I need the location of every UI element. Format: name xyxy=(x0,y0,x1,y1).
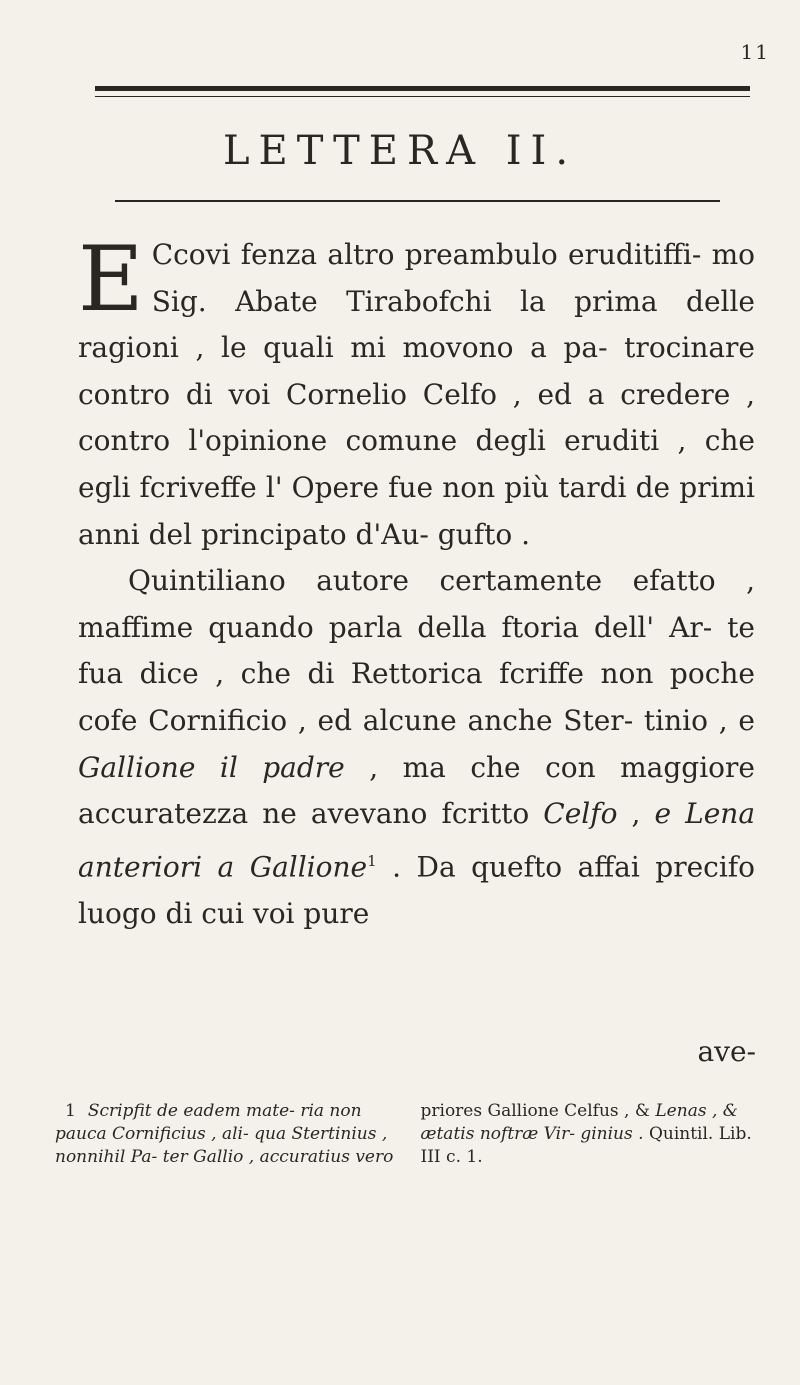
footnote-col-2 xyxy=(421,1100,761,1169)
title-rule xyxy=(115,200,720,202)
footnote-text-1: Scripfit de eadem mate- ria non pauca Cornificius , ali- qua Stertinius , nonnihil Pa- ter Gallio , accuratius vero xyxy=(55,1101,394,1167)
footnote-text-2b: Lenas , & ætatis noftræ Vir- ginius . xyxy=(420,1101,738,1144)
p2-italic-1: Gallione il padre xyxy=(78,750,345,784)
top-rule-thin xyxy=(95,96,750,97)
p2-text-4: . Da quefto affai precifo luogo di cui voi pure xyxy=(78,850,756,930)
footnote-ref: 1 xyxy=(367,851,377,870)
paragraph-1-text: Ccovi fenza altro preambulo eruditiffi- mo Sig. Abate Tirabofchi la prima delle ragioni , le quali mi movono a pa- trocinare contro di voi Cornelio Celfo , ed a credere , contro l'opinione comune degli eruditi , che egli fcriveffe l' Opere fue non più tardi de primi anni del principato d'Au- gufto . xyxy=(78,238,755,551)
paragraph-1 xyxy=(78,227,755,558)
paragraph-2 xyxy=(78,558,755,937)
footnote-text-2a: priores Gallione Celfus , & xyxy=(420,1101,650,1121)
footnote-marker: 1 xyxy=(65,1101,76,1121)
footnote xyxy=(55,1100,760,1169)
catchword: ave- xyxy=(697,1035,756,1068)
p2-italic-2: Celfo xyxy=(543,797,618,831)
letter-title: LETTERA II. xyxy=(222,128,578,174)
drop-cap: E xyxy=(78,227,144,332)
footnote-col-1 xyxy=(55,1100,395,1169)
footnote-citation: Quintil. Lib. III c. 1. xyxy=(420,1124,752,1167)
p2-italic-3: e Lena anteriori a Gallione xyxy=(78,797,756,884)
p2-text-1: Quintiliano autore certamente efatto , maffime quando parla della ftoria dell' Ar- te fua dice , che di Rettorica fcriffe non poche cofe Cornificio , ed alcune anche Ster- tinio , e xyxy=(78,564,755,737)
page-number: 11 xyxy=(740,40,770,64)
letter-body xyxy=(78,227,756,937)
p2-text-2: , ma che con maggiore accuratezza ne avevano fcritto xyxy=(78,750,755,831)
top-rule xyxy=(95,86,750,91)
p2-text-3: , xyxy=(617,797,655,831)
